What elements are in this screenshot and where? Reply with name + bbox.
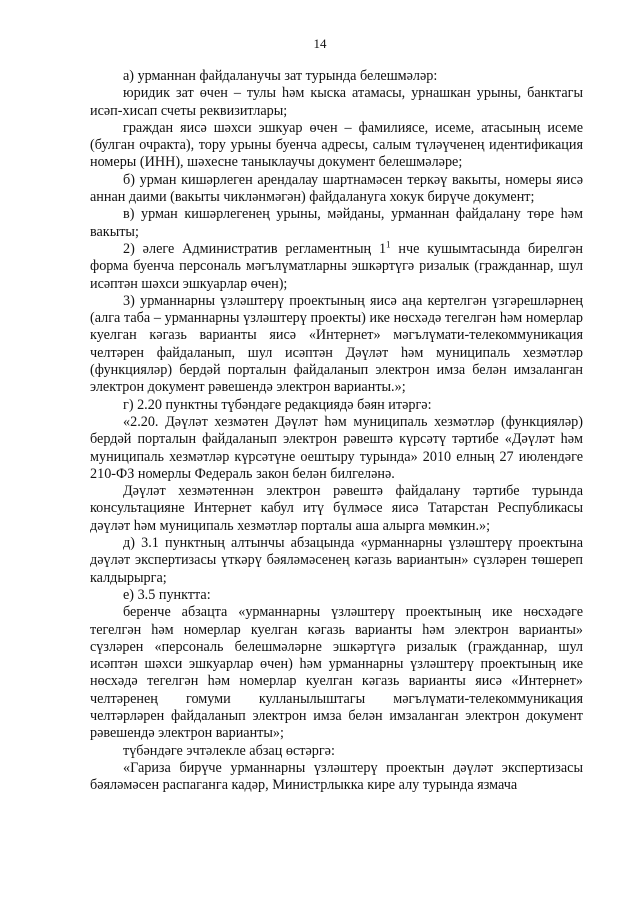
paragraph-e: е) 3.5 пунктта:: [123, 586, 211, 603]
paragraph-v: в) урман кишәрлегенең урыны, мәйданы, урманнан файдалану төре һәм вакыты;: [90, 206, 583, 240]
paragraph-citizen: граждан яисә шәхси эшкуар өчен – фамилиясе, исеме, атасының исеме (булган очракта), тору урыны буенча адресы, салым түләүченең идентификация номеры (ИНН), шәхесне таныклаучы документ белешмәләре;: [90, 119, 583, 171]
paragraph-2-20: «2.20. Дәүләт хезмәтен Дәүләт һәм муниципаль хезмәтләр (функцияләр) бердәй порталын файдаланып электрон рәвештә күрсәтү тәртибе «Дәүләт һәм муниципаль хезмәтләр күрсәтүне оештыру турында» 2010 елның 27 июлендәге 210-ФЗ номерлы Федераль закон белән билгеләнә.: [90, 413, 583, 482]
paragraph-consultation: Дәүләт хезмәтеннән электрон рәвештә файдалану тәртибе турында консультацияне Интернет кабул итү бүлмәсе яисә Татарстан Республикасы дәүләт һәм муниципаль хезмәтләр порталы аша алырга мөмкин.»;: [90, 483, 583, 534]
paragraph-application: «Гариза бирүче урманнарны үзләштерү проектын дәүләт экспертизасы бәяләмәсен распаганга кадәр, Министрлыкка кире алу турында язмача: [90, 759, 583, 794]
paragraph-legal-entity: юридик зат өчен – тулы һәм кыска атамасы, урнашкан урыны, банктагы исәп-хисап счеты реквизитлары;: [90, 85, 583, 119]
paragraph-2-after: нче кушымтасында бирелгән форма буенча персональ мәгълүматларны эшкәртүгә ризалык (гражданнар, шул исәптән шәхси эшкуарлар өчен);: [90, 240, 583, 292]
paragraph-2: [90, 241, 583, 293]
document-body: [90, 68, 583, 794]
paragraph-d: д) 3.1 пунктның алтынчы абзацында «урманнарны үзләштерү проектына дәүләт экспертизасы үткәрү бәяләмәсенең кәгазь вариантын» сүзләрен төшереп калдырырга;: [90, 535, 583, 586]
paragraph-g: г) 2.20 пунктны түбәндәге редакциядә бәян итәргә:: [123, 396, 432, 413]
paragraph-add: түбәндәге эчтәлекле абзац өстәргә:: [123, 742, 335, 759]
paragraph-2-superscript: 1: [386, 239, 391, 250]
paragraph-b: б) урман кишәрлеген арендалау шартнамәсен теркәү вакыты, номеры яисә аннан даими (вакыты чикләнмәгән) файдалануга хокук бирүче документ;: [90, 171, 583, 206]
paragraph-first-abzac: беренче абзацта «урманнарны үзләштерү проектының ике нөсхәдәге тегелгән һәм номерлар куелган кәгазь варианты һәм электрон варианты» сүзләрен «персональ белешмәләрне эшкәртүгә ризалык (гражданнар, шул исәптән шәхси эшкуарлар өчен) һәм урманнарны үзләштерү проектының ике нөсхәдә тегелгән һәм номерлар куелган кәгазь варианты яисә «Интернет» челтәренең гомуми кулланылыштагы мәгълүмати-телекоммуникация челтәрләрен файдаланып электрон имза белән имзаланган электрон документ рәвешендә электрон варианты»;: [90, 604, 583, 742]
paragraph-a: а) урманнан файдаланучы зат турында белешмәләр:: [123, 68, 438, 84]
paragraph-3: 3) урманнарны үзләштерү проектының яисә аңа кертелгән үзгәрешләрнең (алга таба – урманнарны үзләштерү проекты) ике нөсхәдә тегелгән һәм номерлар куелган кәгазь варианты яисә «Интернет» мәгълүмати-телекоммуникация челтәрен файдаланып, шул исәптән Дәүләт һәм муниципаль хезмәтләр (функцияләр) бердәй порталын файдаланып электрон имза белән имзаланган электрон документ рәвешендә электрон варианты.»;: [90, 292, 583, 396]
paragraph-2-before: 2) әлеге Административ регламентның 1: [123, 240, 387, 257]
page-number: 14: [313, 36, 327, 51]
